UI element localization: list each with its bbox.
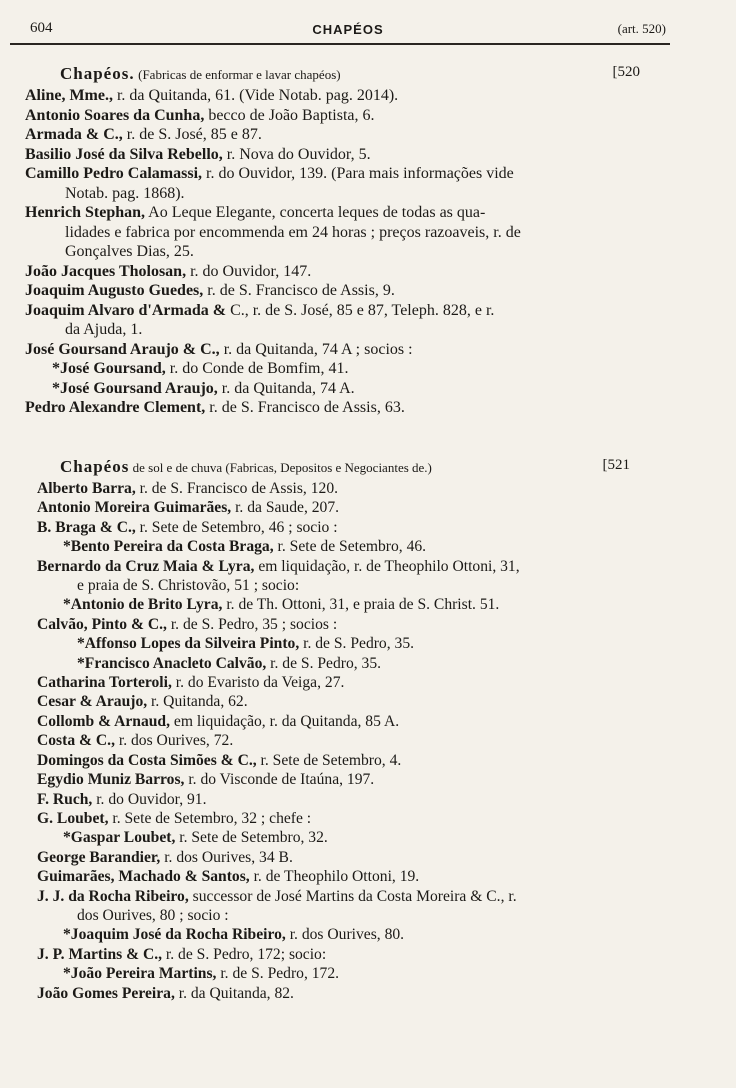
partner-entry [0,359,736,379]
directory-entry [0,125,736,145]
entry-address: r. de Th. Ottoni, 31, e praia de S. Christ. 51. [222,596,500,614]
entry-continuation: e praia de S. Christovão, 51 ; socio: [77,577,300,595]
entry-address: r. de S. José, 85 e 87. [122,126,262,143]
page-number: 604 [30,20,53,36]
entry-name: *Bento Pereira da Costa Braga, [63,538,274,556]
partner-entry [0,964,736,983]
directory-entry [0,145,736,165]
entry-address: r. Sete de Setembro, 46. [273,538,427,556]
entry-name: Armada & C., [25,126,123,143]
partner-entry [0,828,736,847]
directory-entry [0,518,736,537]
partner-entry [0,634,736,653]
directory-entry [0,398,736,418]
directory-entry [0,340,736,360]
entry-address: successor de José Martins da Costa Moreira & C., r. [188,887,517,905]
entry-name: Joaquim Augusto Guedes, [25,282,204,299]
entry-address: r. Sete de Setembro, 46 ; socio : [135,518,338,536]
entry-name: Henrich Stephan, [25,204,146,221]
directory-entry [0,984,736,1003]
directory-entry [0,164,736,203]
section-heading-word: Chapéos [60,457,130,476]
section-number: [521 [602,457,630,473]
entry-name: *Gaspar Loubet, [63,829,176,847]
entry-continuation: dos Ourives, 80 ; socio : [77,906,229,924]
entry-name: *Francisco Anacleto Calvão, [77,654,267,672]
article-reference: (art. 520) [617,21,666,36]
entry-name: *Joaquim José da Rocha Ribeiro, [63,926,286,944]
entry-name: *Affonso Lopes da Silveira Pinto, [77,635,300,653]
entry-name: Alberto Barra, [37,480,136,497]
entry-name: José Goursand Araujo & C., [25,340,220,358]
entry-address: r. Sete de Setembro, 4. [256,751,402,769]
entry-address: r. da Quitanda, 82. [174,984,294,1002]
entry-address: r. de S. Pedro, 35 ; socios : [166,615,338,633]
directory-entry [0,848,736,867]
entry-name: João Jacques Tholosan, [25,262,187,280]
entry-address: Ao Leque Elegante, concerta leques de todas as qua- [145,204,486,221]
entry-name: Antonio Soares da Cunha, [25,106,205,124]
entry-name: Guimarães, Machado & Santos, [37,868,250,886]
entry-address: r. Nova do Ouvidor, 5. [222,145,371,163]
section-chapeos-fabricas [0,64,736,418]
entry-name: B. Braga & C., [37,518,136,536]
directory-entry [0,887,736,926]
directory-entry [0,790,736,809]
header-rule [10,43,670,45]
page-header [30,20,666,42]
entry-continuation: da Ajuda, 1. [65,321,143,338]
entry-name: George Barandier, [37,848,161,866]
entry-address: r. do Evaristo da Veiga, 27. [171,674,345,692]
directory-entry [0,945,736,964]
entry-address: r. de S. Francisco de Assis, 63. [205,399,405,416]
entry-address: r. Sete de Setembro, 32. [175,829,328,847]
entry-address: r. da Quitanda, 61. (Vide Notab. pag. 2014). [112,87,399,104]
directory-entry [0,731,736,750]
entry-continuation: Notab. pag. 1868). [65,184,185,202]
page-title: CHAPÉOS [312,22,384,37]
entry-address: em liquidação, r. da Quitanda, 85 A. [170,712,400,730]
section-number: [520 [612,64,640,80]
entry-address: r. Sete de Setembro, 32 ; chefe : [108,809,312,827]
entry-list [0,86,736,418]
section-heading-word: Chapéos. [60,64,135,83]
entry-name: *João Pereira Martins, [63,965,217,983]
directory-entry [0,770,736,789]
directory-entry [0,281,736,301]
entry-name: Antonio Moreira Guimarães, [37,499,232,517]
entry-name: Collomb & Arnaud, [37,712,171,730]
partner-entry [0,537,736,556]
directory-entry [0,751,736,770]
entry-name: João Gomes Pereira, [37,984,175,1002]
directory-entry [0,498,736,517]
entry-name: *José Goursand Araujo, [52,379,218,397]
entry-name: Costa & C., [37,732,115,750]
entry-address: r. dos Ourives, 72. [114,732,234,750]
entry-continuation: Gonçalves Dias, 25. [65,243,194,260]
partner-entry [0,379,736,399]
entry-address: r. do Ouvidor, 91. [92,790,207,808]
directory-entry [0,86,736,106]
entry-name: G. Loubet, [37,809,109,827]
entry-name: J. P. Martins & C., [37,945,163,963]
entry-name: Egydio Muniz Barros, [37,771,185,789]
entry-address: r. da Quitanda, 74 A. [217,379,355,397]
entry-continuation: lidades e fabrica por encommenda em 24 horas ; preços razoaveis, r. de [65,223,521,241]
entry-name: Bernardo da Cruz Maia & Lyra, [37,557,255,575]
entry-address: r. do Conde de Bomfim, 41. [165,360,349,377]
entry-address: r. de S. Pedro, 172. [216,965,340,983]
partner-entry [0,654,736,673]
entry-address: becco de João Baptista, 6. [204,106,375,124]
entry-address: r. do Visconde de Itaúna, 197. [184,771,375,789]
entry-address: r. de S. Pedro, 35. [266,654,382,672]
entry-name: Cesar & Araujo, [37,693,148,711]
entry-name: Calvão, Pinto & C., [37,615,167,633]
entry-list [0,479,736,1003]
entry-address: r. da Quitanda, 74 A ; socios : [219,340,413,358]
directory-entry [0,673,736,692]
section-heading-subtitle: (Fabricas de enformar e lavar chapéos) [138,67,341,82]
entry-address: r. de S. Francisco de Assis, 120. [135,480,339,497]
directory-entry [0,479,736,498]
section-heading-subtitle: de sol e de chuva (Fabricas, Depositos e Negociantes de.) [129,460,432,475]
directory-entry [0,262,736,282]
section-heading [0,457,736,479]
directory-entry [0,106,736,126]
entry-address: r. de S. Pedro, 172; socio: [162,945,327,963]
entry-name: *Antonio de Brito Lyra, [63,596,223,614]
entry-address: r. de S. Francisco de Assis, 9. [203,282,395,299]
entry-address: r. dos Ourives, 34 B. [160,848,293,866]
entry-address: r. do Ouvidor, 147. [186,262,312,280]
partner-entry [0,595,736,614]
directory-entry [0,203,736,262]
entry-name: Aline, Mme., [25,87,113,104]
partner-entry [0,925,736,944]
entry-address: em liquidação, r. de Theophilo Ottoni, 31, [254,557,520,575]
directory-entry [0,615,736,634]
entry-address: r. dos Ourives, 80. [285,926,405,944]
entry-name: Catharina Torteroli, [37,674,172,692]
entry-name: Camillo Pedro Calamassi, [25,165,203,182]
entry-address: r. da Saude, 207. [231,499,340,517]
directory-entry [0,692,736,711]
entry-address: r. Quitanda, 62. [147,693,248,711]
directory-entry [0,867,736,886]
section-heading [0,64,736,86]
directory-entry [0,301,736,340]
entry-name: *José Goursand, [52,360,166,377]
entry-name: Joaquim Alvaro d'Armada & [25,301,227,319]
directory-entry [0,712,736,731]
entry-address: r. do Ouvidor, 139. (Para mais informações vide [202,165,514,182]
directory-entry [0,809,736,828]
section-chapeos-sol-chuva [0,457,736,1003]
directory-entry [0,557,736,596]
entry-address: r. de Theophilo Ottoni, 19. [249,868,420,886]
entry-name: J. J. da Rocha Ribeiro, [37,887,189,905]
entry-name: F. Ruch, [37,790,93,808]
entry-name: Basilio José da Silva Rebello, [25,145,223,163]
entry-name: Pedro Alexandre Clement, [25,399,206,416]
entry-address: r. de S. Pedro, 35. [299,635,415,653]
entry-name: Domingos da Costa Simões & C., [37,751,257,769]
entry-address: C., r. de S. José, 85 e 87, Teleph. 828, e r. [226,301,495,319]
